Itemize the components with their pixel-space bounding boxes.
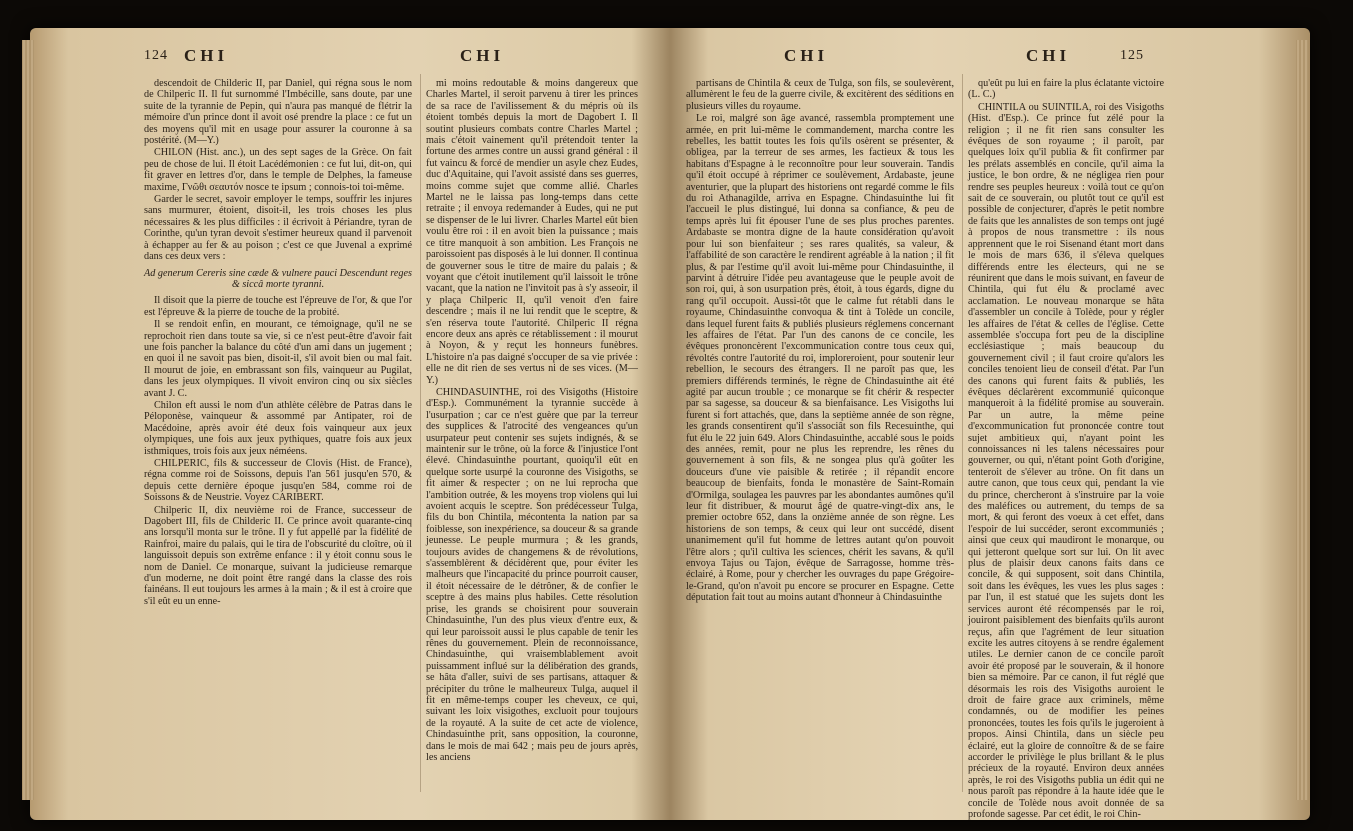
- right-page-number: 125: [1120, 48, 1144, 63]
- paragraph: CHINTILA ou SUINTILA, roi des Visigoths (Hist. d'Esp.). Ce prince fut zélé pour la religion ; il ne fit rien sans consulter les évêques de son royaume ; il paroît, par quelques loix qu'il publia & fit confirmer par les prélats assemblés en concile, qu'il aima la justice, le bon ordre, & ne négligea rien pour rendre ses peuples heureux : voilà tout ce qu'on sait de ce souverain, ou plutôt tout ce qu'il est possible de conjecturer, d'après le petit nombre de faits que les annalistes de son temps ont jugé à propos de nous transmettre : ils nous apprennent que le roi Sisenand étant mort dans le mois de mars 636, il s'éleva quelques différends entre les électeurs, qui ne se réunirent que dans le mois suivant, en faveur de Chintila, qui fut élu & proclamé avec acclamation. Le nouveau monarque se hâta d'assembler un concile à Tolède, pour y régler les affaires de l'état & celles de l'église. Cette assemblée s'occupa fort peu de la discipline ecclésiastique ; mais beaucoup du gouvernement civil ; il faut croire qu'alors les conciles tenoient lieu de conseil d'état. Par l'un des canons qui furent faits & publiés, les évêques déclarèrent excommunié quiconque manqueroit à la fidélité promise au souverain. Par un autre, la même peine d'excommunication fut prononcée contre tout sujet ambitieux qui, n'ayant point les connoissances ni les talens nécessaires pour gouverner, ou qui, n'étant point Goth d'origine, tenteroit de s'élever au trône. On fit dans un autre canon, que tous ceux qui, pendant la vie du prince, chercheront à s'instruire par la voie des maléfices ou autrement, du temps de sa mort, & qui feront des voeux à cet effet, dans l'espoir de lui succéder, seront excommuniés ; ainsi que ceux qui maudiront le monarque, ou qui jetteront quelque sort sur lui. On lit avec plus de plaisir deux canons faits dans ce concile, & qui supposent, soit dans Chintila, soit dans les évêques, les vues les plus sages : par l'un, il est statué que les sujets dont les services auront été récompensés par le roi, jouiront paisiblement des bienfaits qu'ils auront reçus, afin que l'agrément de leur situation excite les autres citoyens à se rendre également utiles. Le dernier canon de ce concile paroît avoir été proposé par le souverain, & il honore bien sa mémoire. Par ce canon, il fut réglé que désormais les rois des Visigoths auroient le droit de faire grace aux criminels, même condamnés, ou de modifier les peines prononcées, toutes les fois qu'ils le jugeroient à propos. Ainsi Chintila, dans un siècle peu éclairé, eut la gloire de connoître & de se faire accorder le privilège le plus brillant & le plus précieux de la royauté. Environ deux années après, le roi des Visigoths publia un édit qui ne nous paroît pas répondre à la haute idée que le concile de Tolède nous avoit donnée de sa profonde sagesse. Par cet édit, le roi Chin-: [968, 101, 1164, 820]
- paragraph: Il disoit que la pierre de touche est l'épreuve de l'or, & que l'or est l'épreuve & la pierre de touche de la probité.: [144, 295, 412, 318]
- paragraph: Le roi, malgré son âge avancé, rassembla promptement une armée, en prit lui-même le commandement, marcha contre les rebelles, les battit toutes les fois qu'ils osèrent se présenter, & obligea, par la terreur de ses armes, les factieux & tous les habitans d'Espagne à le reconnoître pour leur souverain. Tandis qu'il étoit occupé à réprimer ce soulèvement, Ardabaste, jeune aventurier, que la plupart des historiens ont regardé comme le fils du roi Athanagilde, arriva en Espagne. Chindasuinthe lui fit l'accueil le plus distingué, lui donna sa confiance, & peu de temps après lui fit épouser l'une de ses plus proches parentes. Ardabaste se montra digne de la haute considération qu'avoit pour lui son bienfaiteur ; ses rares qualités, sa valeur, & l'affabilité de son caractère le rendirent agréable à la nation ; il fit plus, & par l'estime qu'il avoit lui-même pour Chindasuinthe, il parvint à détruire l'idée peu avantageuse que le peuple avoit de son roi, qui, à son usurpation près, étoit, à tous égards, digne du rang qu'il occupoit. Aussi-tôt que le calme fut rétabli dans le royaume, Chindasuinthe convoqua & tint à Tolède un concile, dans lequel furent faits & publiés plusieurs réglemens concernant les affaires de l'état. Par l'un des canons de ce concile, les évêques prononcèrent l'excommunication contre tous ceux qui, révoltés contre l'autorité du roi, imploreroient, pour soutenir leur rebellion, le secours des étrangers. Il ne paroît pas que, les premiers différends terminés, le règne de Chindasuinthe ait été agité par aucun trouble ; ce monarque se fit chérir & respecter par sa sagesse, sa douceur & sa bienfaisance. Les Visigoths lui furent si fort attachés, que, dans la septième année de son règne, les grands consentirent qu'il s'associât son fils Recesuinthe, qui fut élu le 22 juin 649. Alors Chindasuinthe, accablé sous le poids des années, remit, pour ne plus les reprendre, les rênes du gouvernement à son fils, & ne songea plus qu'à goûter les douceurs d'une vie paisible & retirée ; il répandit encore beaucoup de bienfaits, fonda le monastère de Saint-Romain d'Ormilga, soulagea les pauvres par les abondantes aumônes qu'il leur fit distribuer, & mourut âgé de quatre-vingt-dix ans, le premier octobre 652, dans la onzième année de son règne. Les historiens de son temps, & ceux qui leur ont succédé, disent unanimement qu'il fut homme de lettres autant qu'on pouvoit l'être alors ; qu'il cultiva les sciences, chérit les savans, & qu'il envoya Tajus ou Tajon, évêque de Sarragosse, homme très-éclairé, à Rome, pour y chercher les ouvrages du pape Grégoire-le-Grand, qu'on n'avoit pu encore se procurer en Espagne. Cette députation fait tout au moins autant d'honneur à Chindasuinthe: [686, 113, 954, 604]
- paragraph: Garder le secret, savoir employer le temps, souffrir les injures sans murmurer, étoient, disoit-il, les trois choses les plus nécessaires & les plus difficiles : il écrivoit à Périandre, tyran de Corinthe, qu'un tyran devoit s'estimer heureux quand il parvenoit à échapper au fer & au poison ; c'est ce que Juvenal a exprimé dans ces deux vers :: [144, 194, 412, 263]
- paragraph: Il se rendoit enfin, en mourant, ce témoignage, qu'il ne se reprochoit rien dans toute sa vie, si ce n'est peut-être d'avoir fait une fois pancher la balance du côté d'un ami dans un jugement ; en quoi il ne savoit pas bien, disoit-il, s'il avoit bien ou mal fait. Il mourut de joie, en embrassant son fils, vainqueur au Pugilat, dans les jeux olympiques. Il vivoit environ cinq ou six siècles avant J. C.: [144, 319, 412, 399]
- paragraph: qu'eût pu lui en faire la plus éclatante victoire (L. C.): [968, 78, 1164, 101]
- right-running-head: [676, 46, 1288, 70]
- left-running-head: [44, 46, 644, 70]
- left-head-word-2: CHI: [460, 46, 505, 65]
- right-head-word-2: CHI: [1026, 46, 1071, 65]
- column-rule: [962, 74, 963, 792]
- latin-quote: Ad generum Cereris sine cæde & vulnere pauci Descendunt reges & siccâ morte tyranni.: [144, 267, 412, 290]
- paragraph: CHINDASUINTHE, roi des Visigoths (Histoire d'Esp.). Communément la tyrannie succède à l'usurpation ; car ce n'est guère que par la terreur des supplices & l'atrocité des vengeances qu'un usurpateur peut contenir ses sujets indignés, & se maintenir sur le trône, où la force & l'injustice l'ont élevé. Chindasuinthe pourtant, quoiqu'il eût en quelque sorte usurpé la couronne des Visigoths, se fit aimer & respecter ; on ne lui reprocha que l'ambition outrée, & les moyens trop violens qui lui avoient acquis le sceptre. Son prédécesseur Tulga, fils du bon Chintila, mécontenta la nation par sa foiblesse, son inexpérience, sa douceur & sa grande jeunesse. Le peuple murmura ; & les grands, toujours avides de changemens & de révolutions, s'assemblèrent & décidèrent que, pour éviter les malheurs que l'incapacité du prince pourroit causer, il étoit nécessaire de le détrôner, & de confier le sceptre à des mains plus habiles. Cette résolution prise, les grands se choisirent pour souverain Chindasuinthe, l'un des plus vieux d'entre eux, & qui leur paroissoit aussi le plus capable de tenir les rênes du gouvernement. Plein de reconnoissance, Chindasuinthe, qui vraisemblablement avoit puissamment influé sur la délibération des grands, se hâta d'aller, suivi de ses partisans, attaquer & précipiter du trône le malheureux Tulga, auquel il fit en même-temps couper les cheveux, ce qui, suivant les loix visigothes, excluoit pour toujours de la royauté. A la suite de cet acte de violence, Chindasuinthe prit, sans opposition, la couronne, dans le mois de mai 642 ; mais peu de jours après, les anciens: [426, 386, 638, 763]
- column-rule: [420, 74, 421, 792]
- paragraph: CHILON (Hist. anc.), un des sept sages de la Grèce. On fait peu de chose de lui. Il étoit Lacédémonien : ce fut lui, dit-on, qui fit graver en lettres d'or, dans le temple de Delphes, la fameuse maxime, Γνῶθι σεαυτόν nosce te ipsum ; connois-toi toi-même.: [144, 147, 412, 193]
- right-page: [676, 28, 1288, 820]
- paragraph: Chilperic II, dix neuvième roi de France, successeur de Dagobert III, fils de Childeric II. Ce prince avoit quarante-cinq ans lorsqu'il monta sur le trône. Il y fut appellé par la fidélité de Rainfroi, maire du palais, qui le tira de l'obscurité du cloître, où il languissoit depuis son extrême enfance : il y étoit connu sous le nom de Daniel. Ce monarque, suivant la judicieuse remarque d'un moderne, ne doit point être rangé dans la classe des rois fainéans. Il eut toujours les armes à la main ; & il est à croire que s'il eût eu un enne-: [144, 504, 412, 607]
- paragraph: descendoit de Childeric II, par Daniel, qui régna sous le nom de Chilperic II. Il fut surnommé l'Imbécille, sans doute, par une suite de la tyrannie de Pepin, qui n'aura pas manqué de flétrir la mémoire d'un prince dont il avoit osé prendre la place : ce fut un des moyens qu'il mit en usage pour assurer la couronne à sa postérité. (M—Y.): [144, 78, 412, 147]
- left-head-word-1: CHI: [184, 46, 229, 65]
- left-page-number: 124: [144, 48, 168, 63]
- left-column-2: [426, 78, 638, 794]
- left-page-edges: [22, 40, 34, 800]
- right-column-2: [968, 78, 1164, 820]
- left-page: [44, 28, 644, 808]
- paragraph: Chilon eft aussi le nom d'un athlète célèbre de Patras dans le Péloponèse, vainqueur & assommé par Antipater, roi de Macédoine, après avoir été deux fois vainqueur aux jeux olympiques, une fois aux jeux pythiques, quatre fois aux jeux isthmiques, trois fois aux jeux néméens.: [144, 399, 412, 457]
- paragraph: mi moins redoutable & moins dangereux que Charles Martel, il seroit parvenu à tirer les princes de sa race de l'avilissement & du mépris où ils étoient tombés depuis la mort de Dagobert I. Il soutint plusieurs combats contre Charles Martel ; mais c'étoit vainement qu'il prétendoit tenter la fortune des armes contre un aussi grand général : il fut vaincu & forcé de mendier un asyle chez Eudes, duc d'Aquitaine, qui l'avoit assisté dans ses guerres, moins comme sujet que comme allié. Charles Martel ne le laissa pas long-temps dans cette retraite ; il envoya redemander à Eudes, qui ne put se dispenser de le lui livrer. Charles Martel eût bien voulu être roi : il en avoit bien la puissance ; mais ce titre manquoit à son ambition. Les François ne paroissoient pas disposés à le lui donner. Il continua de gouverner sous le titre de maire du palais ; & voyant que c'étoit inutilement qu'il laissoit le trône vacant, que la nation ne l'invitoit pas à s'y asseoir, il y plaça Chilperic II, qu'il venoit d'en faire descendre ; mais il ne lui rendit que le sceptre, & s'en réserva toute l'autorité. Chilperic II régna encore deux ans après ce rétablissement : il mourut à Noyon, & y reçut les honneurs funèbres. L'histoire n'a pas daigné s'occuper de sa vie privée : elle ne dit rien de ses vertus ni de ses vices. (M—Y.): [426, 78, 638, 386]
- right-head-word-1: CHI: [784, 46, 829, 65]
- left-column-1: [144, 78, 412, 794]
- paragraph: CHILPERIC, fils & successeur de Clovis (Hist. de France), régna comme roi de Soissons, depuis l'an 561 jusqu'en 570, & depuis cette dernière époque jusqu'en 584, comme roi de Soissons & de Neustrie. Voyez CARIBERT.: [144, 458, 412, 504]
- paragraph: partisans de Chintila & ceux de Tulga, son fils, se soulevèrent, allumèrent le feu de la guerre civile, & excitèrent des séditions en plusieurs villes du royaume.: [686, 78, 954, 112]
- right-column-1: [686, 78, 954, 794]
- right-page-edges: [1296, 40, 1308, 800]
